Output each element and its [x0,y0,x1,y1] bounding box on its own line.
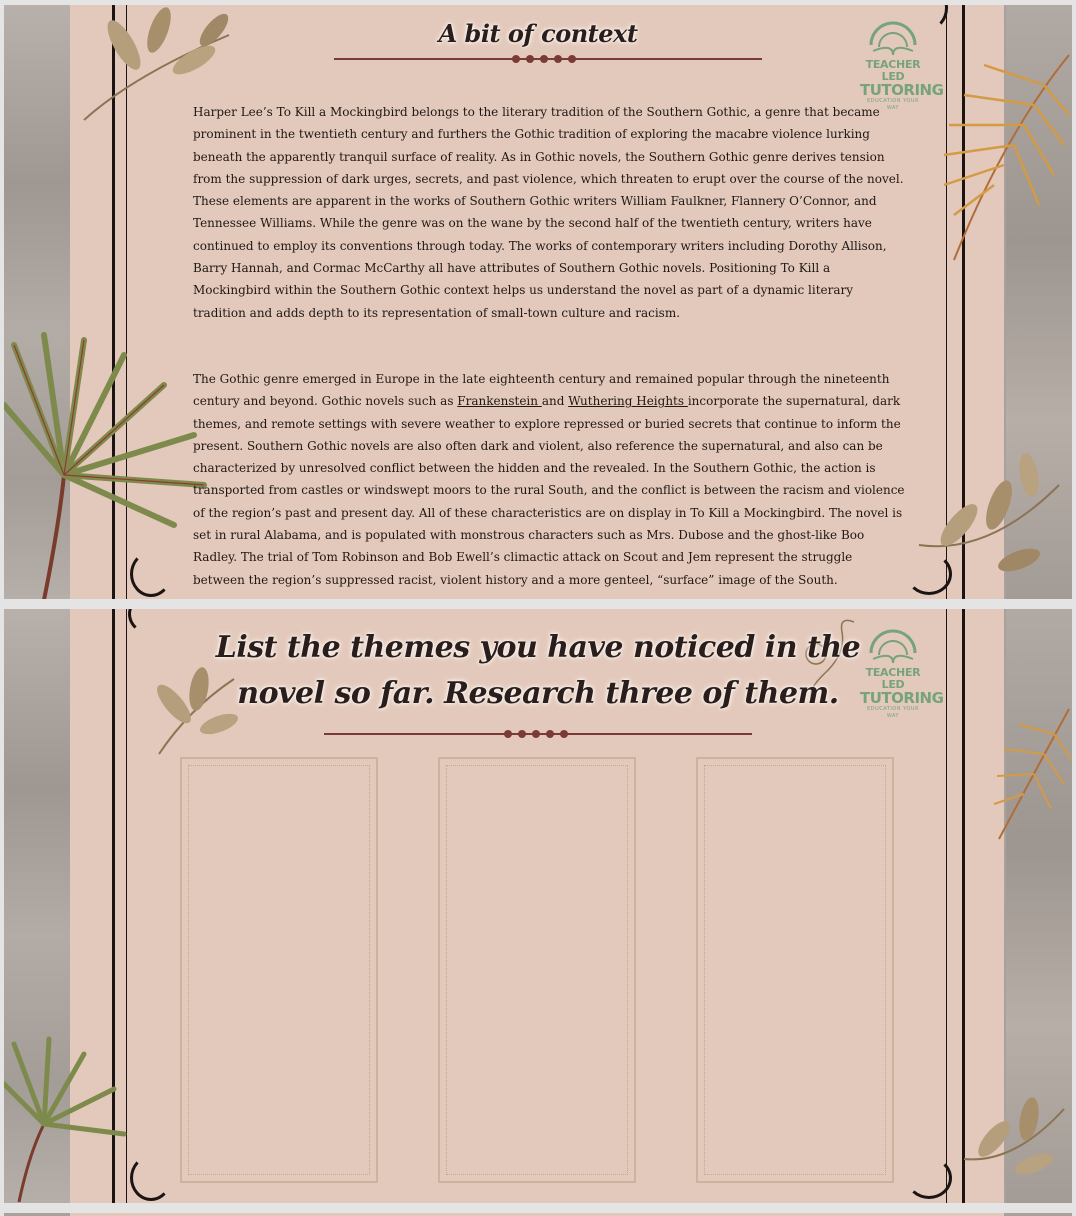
logo-line-2: TUTORING [860,81,944,99]
title-divider [334,58,762,60]
slide-title-line-2: novel so far. Research three of them. [237,676,839,711]
green-palm-leaf-icon [4,325,214,599]
slide-themes[interactable] [4,609,1072,1203]
wuthering-heights-link[interactable]: Wuthering Heights [568,394,688,409]
theme-box-3[interactable] [696,757,894,1183]
theme-box-2[interactable] [438,757,636,1183]
frame-corner-flourish [130,1155,172,1201]
logo-line-3: EDUCATION YOUR WAY [867,706,919,719]
golden-fern-leaf-icon [924,45,1072,265]
slide-title-line-1: List the themes you have noticed in the [215,630,861,665]
title-divider [324,733,752,735]
context-paragraph-1: Harper Lee’s To Kill a Mockingbird belongs to the literary tradition of the Southern Gothic, a genre that became prominent in the twentieth century and furthers the Gothic tradition of exploring the macabre violence lurking beneath the apparently tranquil surface of reality. As in Gothic novels, the Southern Gothic genre derives tension from the suppression of dark urges, secrets, and past violence, which threaten to erupt over the course of the novel. These elements are apparent in the works of Southern Gothic writers William Faulkner, Flannery O’Connor, and Tennessee Williams. While the genre was on the wane by the second half of the twentieth century, writers have continued to employ its conventions through today. The works of contemporary writers including Dorothy Allison, Barry Hannah, and Cormac McCarthy all have attributes of Southern Gothic novels. Positioning To Kill a Mockingbird within the Southern Gothic context helps us understand the novel as part of a dynamic literary tradition and adds depth to its representation of small-town culture and racism. [193,105,904,320]
slide-context[interactable] [4,5,1072,599]
context-paragraph-2: The Gothic genre emerged in Europe in the late eighteenth century and remained popular through the nineteenth century and beyond. Gothic novels such as Frankenstein and Wuthering Heights incorporate the supernatural, dark themes, and remote settings with severe weather to explore repressed or buried secrets that continue to inform the present. Southern Gothic novels are also often dark and violent, also reference the supernatural, and also can be characterized by unresolved conflict between the hidden and the revealed. In the Southern Gothic, the action is transported from castles or windswept moors to the rural South, and the conflict is between the racism and violence of the region’s past and present day. All of these characteristics are on display in To Kill a Mockingbird. The novel is set in rural Alabama, and is populated with monstrous characters such as Mrs. Dubose and the ghost-like Boo Radley. The trial of Tom Robinson and Bob Ewell’s climactic attack on Scout and Jem represent the struggle between the region’s suppressed racist, violent history and a more genteel, “surface” image of the South. [193,372,905,587]
logo-line-1: TEACHER LED [865,666,921,691]
teacher-led-tutoring-logo [860,19,944,112]
frankenstein-link[interactable]: Frankenstein [457,394,542,409]
green-palm-leaf-icon [4,1034,129,1203]
logo-line-3: EDUCATION YOUR WAY [867,98,919,111]
theme-box-1[interactable] [180,757,378,1183]
beige-leaf-branch-icon [909,445,1069,599]
frame-corner-flourish [906,1157,952,1199]
logo-line-1: TEACHER LED [865,58,921,83]
slide-title: A bit of context [438,19,638,48]
logo-line-2: TUTORING [860,689,944,707]
open-book-logo-icon [865,19,921,59]
golden-fern-leaf-icon [989,704,1072,844]
open-book-logo-icon [865,627,921,667]
teacher-led-tutoring-logo [860,627,944,720]
beige-leaf-branch-icon [954,1079,1069,1189]
